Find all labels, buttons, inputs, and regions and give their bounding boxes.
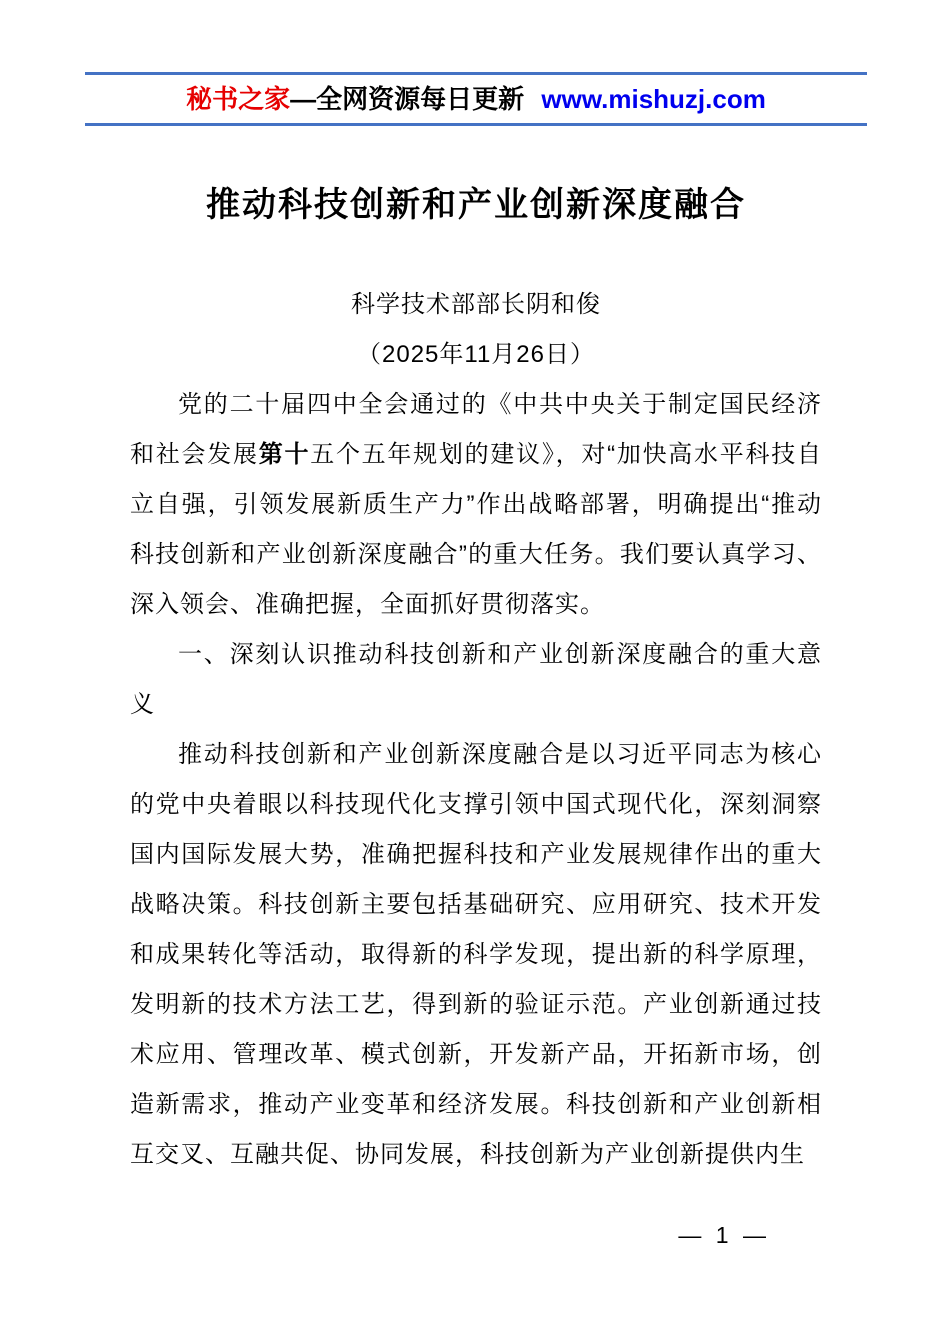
- header-bottom-rule: [85, 123, 867, 126]
- site-url-link[interactable]: www.mishuzj.com: [541, 84, 766, 114]
- page-footer: [678, 1220, 770, 1250]
- paragraph-text: 党的二十届四中全会通过的《中共中央关于制定国民经济和社会发展: [130, 391, 822, 468]
- header-tagline: —全网资源每日更新: [290, 84, 525, 114]
- header-banner-text: [85, 75, 867, 123]
- document-body: [130, 380, 822, 1180]
- site-name: 秘书之家: [186, 84, 291, 114]
- paragraph-text: 推动科技创新和产业创新深度融合是以习近平同志为核心的党中央着眼以科技现代化支撑引领中国式现代化，深刻洞察国内国际发展大势，准确把握科技和产业发展规律作出的重大战略决策。科技创新主要包括基础研究、应用研究、技术开发和成果转化等活动，取得新的科学发现，提出新的科学原理，发明新的技术方法工艺，得到新的验证示范。产业创新通过技术应用、管理改革、模式创新，开发新产品，开拓新市场，创造新需求，推动产业变革和经济发展。科技创新和产业创新相互交叉、互融共促、协同发展，科技创新为产业创新提供内生: [130, 741, 822, 1168]
- date-line: （2025年11月26日）: [357, 341, 595, 368]
- paragraph-text-bold: 第十: [258, 441, 311, 468]
- paragraph-intro: [130, 380, 822, 630]
- document-title: 推动科技创新和产业创新深度融合: [206, 186, 746, 224]
- site-header: [85, 72, 867, 126]
- paragraph-body-1: [130, 730, 822, 1180]
- page-number: — 1 —: [678, 1222, 770, 1248]
- section-heading-1: [130, 630, 822, 730]
- paragraph-text: 五个五年规划的建议》，对“加快高水平科技自立自强，引领发展新质生产力”作出战略部署，明确提出“推动科技创新和产业创新深度融合”的重大任务。我们要认真学习、深入领会、准确把握，全面抓好贯彻落实。: [130, 441, 823, 618]
- author-line: 科学技术部部长阴和俊: [351, 291, 601, 318]
- paragraph-text: 一、深刻认识推动科技创新和产业创新深度融合的重大意义: [130, 641, 822, 718]
- document-content: [130, 180, 822, 1180]
